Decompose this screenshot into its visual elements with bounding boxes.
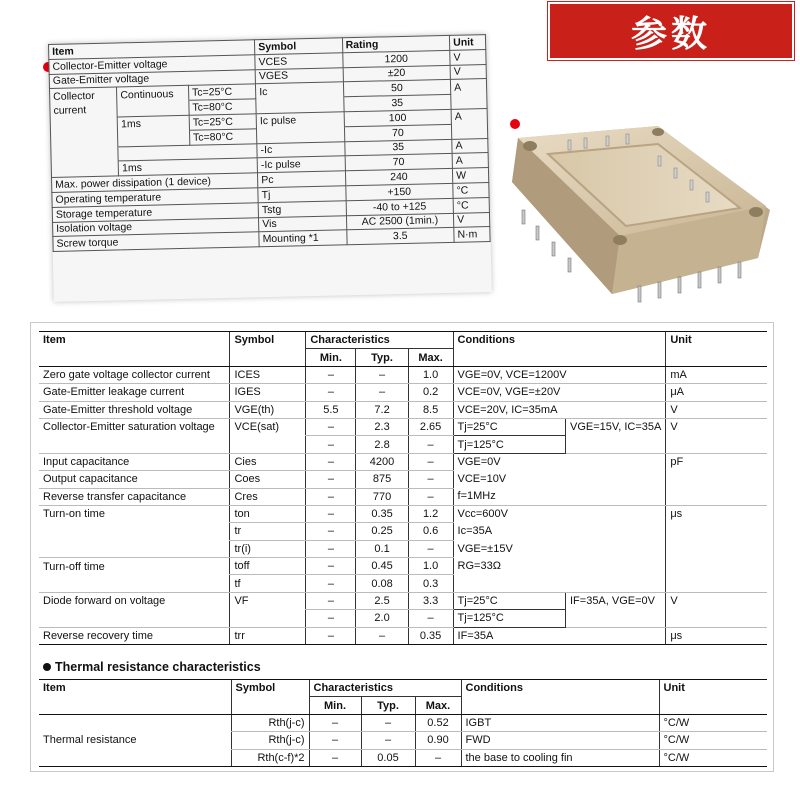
header-unit: Unit [666, 332, 767, 349]
cell: -40 to +125 [346, 198, 454, 215]
cell [666, 349, 767, 366]
cell [39, 697, 231, 714]
cell: Tj=125°C [453, 436, 565, 453]
cell: – [306, 575, 356, 592]
cell: Storage temperature [52, 203, 258, 222]
cell: Tj=25°C [453, 418, 565, 435]
cell: – [408, 453, 453, 470]
cell: the base to cooling fin [461, 749, 659, 766]
header-item: Item [49, 40, 255, 59]
cell: 2.3 [356, 418, 408, 435]
cell: Tc=25°C [188, 84, 256, 100]
cell: A [452, 138, 488, 154]
cell: ±20 [343, 65, 451, 82]
cell: VCE(sat) [230, 418, 306, 435]
cell: 0.52 [415, 714, 461, 731]
cell: Continuous [117, 86, 189, 102]
cell: 0.45 [356, 558, 408, 575]
cell: 70 [344, 124, 452, 141]
cell: -Ic [257, 141, 345, 158]
cell: – [306, 453, 356, 470]
cell: Screw torque [53, 232, 259, 251]
cell: Coes [230, 471, 306, 488]
cell: – [356, 384, 408, 401]
cell: 100 [344, 109, 452, 126]
cell [230, 349, 306, 366]
cell [666, 436, 767, 453]
cell [51, 161, 119, 177]
cell: Cies [230, 453, 306, 470]
cell: Tc=80°C [189, 99, 257, 115]
header-conditions: Conditions [461, 680, 659, 697]
cell [39, 349, 230, 366]
cell [452, 123, 488, 139]
cell [566, 436, 666, 453]
igbt-module-icon [508, 118, 778, 314]
banner-title: 参数 [630, 13, 711, 55]
table-row [39, 592, 767, 609]
cell [666, 540, 767, 557]
cell: Ic pulse [256, 112, 344, 129]
cell: tr(i) [230, 540, 306, 557]
cell: VGES [255, 67, 343, 84]
cell: IGES [230, 384, 306, 401]
cell: IGBT [461, 714, 659, 731]
cell: N·m [454, 227, 490, 243]
cell: – [408, 436, 453, 453]
cell: – [306, 366, 356, 383]
electrical-characteristics-sheet [30, 322, 774, 772]
cell [51, 132, 119, 148]
cell: – [408, 471, 453, 488]
cell: Mounting *1 [259, 230, 347, 247]
cell: °C [453, 197, 489, 213]
table-row [39, 505, 767, 522]
cell: Gate-Emitter threshold voltage [39, 401, 230, 418]
cell: FWD [461, 732, 659, 749]
cell: 0.2 [408, 384, 453, 401]
cell: ton [230, 505, 306, 522]
header-min: Min. [306, 349, 356, 366]
cell: W [453, 168, 489, 184]
cell: 2.5 [356, 592, 408, 609]
cell [666, 575, 767, 592]
cell: tf [230, 575, 306, 592]
table-row [39, 366, 767, 383]
cell: – [306, 610, 356, 627]
header-symbol: Symbol [255, 38, 343, 55]
cell [231, 697, 309, 714]
cell: 1.0 [408, 366, 453, 383]
cell [230, 436, 306, 453]
cell: 7.2 [356, 401, 408, 418]
cell: 1ms [117, 115, 189, 131]
cell: 3.5 [346, 228, 454, 245]
table-row [39, 401, 767, 418]
cell: Vis [259, 215, 347, 232]
cell: -Ic pulse [257, 156, 345, 173]
cell: f=1MHz [453, 488, 666, 505]
table-row [39, 349, 767, 366]
cell: Cres [230, 488, 306, 505]
cell: – [361, 732, 415, 749]
cell: VGE=0V, VCE=1200V [453, 366, 666, 383]
cell: A [451, 109, 487, 125]
cell: toff [230, 558, 306, 575]
cell [51, 147, 119, 163]
table-row [39, 610, 767, 627]
cell: Diode forward on voltage [43, 595, 166, 608]
table-row [39, 523, 767, 540]
cell: V [450, 49, 486, 65]
cell: VCE=20V, IC=35mA [453, 401, 666, 418]
max-ratings-photo [48, 34, 492, 302]
cell: Tc=80°C [189, 129, 257, 145]
cell: Operating temperature [52, 188, 258, 207]
cell: – [408, 540, 453, 557]
cell: Collector-Emitter voltage [49, 55, 255, 74]
cell: Ic=35A [453, 523, 666, 540]
cell: Turn-on time [43, 508, 105, 521]
cell: 0.08 [356, 575, 408, 592]
cell: V [450, 64, 486, 80]
header-characteristics: Characteristics [306, 332, 453, 349]
cell: 0.6 [408, 523, 453, 540]
cell: Tc=25°C [189, 114, 257, 130]
cell [666, 610, 767, 627]
cell: Reverse recovery time [39, 627, 230, 644]
cell [566, 610, 666, 627]
cell: VCE=10V [453, 471, 666, 488]
cell: V [666, 401, 767, 418]
cell: VGE(th) [230, 401, 306, 418]
cell [451, 94, 487, 110]
cell: VCE=0V, VGE=±20V [453, 384, 666, 401]
cell: Tj [258, 186, 346, 203]
cell: +150 [345, 183, 453, 200]
cell: – [306, 418, 356, 435]
header-min: Min. [309, 697, 361, 714]
table-row [39, 488, 767, 505]
cell: 1200 [342, 50, 450, 67]
cell: 1ms [118, 158, 257, 176]
header-item: Item [39, 332, 230, 349]
cell: 4200 [356, 453, 408, 470]
header-typ: Typ. [356, 349, 408, 366]
cell: 2.65 [408, 418, 453, 435]
cell: – [306, 488, 356, 505]
header-symbol: Symbol [230, 332, 306, 349]
cell: Pc [258, 171, 346, 188]
cell: 2.8 [356, 436, 408, 453]
cell: °C/W [659, 749, 767, 766]
header-unit: Unit [659, 680, 767, 697]
cell: Ic [256, 82, 344, 99]
table-row [39, 680, 767, 697]
cell: 0.25 [356, 523, 408, 540]
cell: Tj=125°C [453, 610, 565, 627]
cell: Output capacitance [39, 471, 230, 488]
cell: V [666, 418, 767, 435]
cell: Collector [50, 87, 118, 103]
header-unit: Unit [450, 35, 486, 51]
cell [39, 523, 230, 540]
cell [453, 575, 666, 592]
cell: V [666, 592, 767, 609]
cell: VCES [255, 53, 343, 70]
cell: 0.35 [408, 627, 453, 644]
header-item: Item [39, 680, 231, 697]
cell: μs [666, 627, 767, 644]
cell: μs [666, 505, 767, 522]
cell: pF [666, 453, 767, 470]
cell: Reverse transfer capacitance [39, 488, 230, 505]
cell: 770 [356, 488, 408, 505]
cell: – [306, 540, 356, 557]
cell [230, 610, 306, 627]
table-row [39, 558, 767, 575]
cell: mA [666, 366, 767, 383]
cell: – [306, 505, 356, 522]
cell: Rth(j-c) [231, 732, 309, 749]
cell: trr [230, 627, 306, 644]
cell: 2.0 [356, 610, 408, 627]
cell: 0.05 [361, 749, 415, 766]
cell: A [452, 153, 488, 169]
cell: IF=35A [453, 627, 666, 644]
header-typ: Typ. [361, 697, 415, 714]
table-row [39, 384, 767, 401]
cell: Max. power dissipation (1 device) [52, 173, 258, 192]
cell [666, 488, 767, 505]
cell: IF=35A, VGE=0V [570, 595, 655, 608]
cell: 240 [345, 169, 453, 186]
cell [659, 697, 767, 714]
cell: °C/W [659, 732, 767, 749]
cell: VF [230, 592, 306, 609]
cell: AC 2500 (1min.) [346, 213, 454, 230]
cell: Tstg [258, 201, 346, 218]
thermal-section-title [43, 660, 261, 674]
cell: 3.3 [408, 592, 453, 609]
electrical-characteristics-table [39, 331, 767, 645]
cell: ICES [230, 366, 306, 383]
cell: – [309, 749, 361, 766]
cell: VGE=±15V [453, 540, 666, 557]
cell: Tj=25°C [453, 592, 565, 609]
cell: Gate-Emitter voltage [49, 69, 255, 88]
cell: Collector-Emitter saturation voltage [43, 421, 215, 434]
cell: 35 [344, 139, 452, 156]
title-banner [548, 2, 794, 60]
cell: 0.35 [356, 505, 408, 522]
cell [39, 575, 230, 592]
cell [39, 436, 230, 453]
cell: Gate-Emitter leakage current [39, 384, 230, 401]
cell: 70 [345, 154, 453, 171]
cell: – [356, 627, 408, 644]
cell: 1.2 [408, 505, 453, 522]
header-characteristics: Characteristics [309, 680, 461, 697]
header-max: Max. [415, 697, 461, 714]
cell: – [356, 366, 408, 383]
table-row [39, 418, 767, 435]
table-row [39, 575, 767, 592]
header-rating: Rating [342, 35, 450, 52]
thermal-resistance-table [39, 679, 767, 767]
cell: 35 [343, 95, 451, 112]
cell: Rth(c-f)*2 [231, 749, 309, 766]
max-ratings-table [48, 34, 491, 252]
cell: 8.5 [408, 401, 453, 418]
cell [461, 697, 659, 714]
cell: – [415, 749, 461, 766]
cell: Input capacitance [39, 453, 230, 470]
cell: μA [666, 384, 767, 401]
cell: – [306, 627, 356, 644]
table-row [39, 436, 767, 453]
cell: °C [453, 183, 489, 199]
cell: – [408, 610, 453, 627]
cell: RG=33Ω [453, 558, 666, 575]
cell: – [306, 436, 356, 453]
table-row [39, 453, 767, 470]
cell: 0.1 [356, 540, 408, 557]
cell: °C/W [659, 714, 767, 731]
cell [453, 349, 666, 366]
cell [666, 523, 767, 540]
cell: Thermal resistance [39, 714, 231, 766]
cell: Isolation voltage [53, 217, 259, 236]
table-row [39, 697, 767, 714]
cell: 5.5 [306, 401, 356, 418]
table-row [39, 714, 767, 731]
cell: V [454, 212, 490, 228]
cell: 1.0 [408, 558, 453, 575]
cell [666, 471, 767, 488]
cell: – [361, 714, 415, 731]
cell: – [309, 714, 361, 731]
cell [50, 117, 118, 133]
cell: A [451, 79, 487, 95]
cell: 0.3 [408, 575, 453, 592]
cell: – [309, 732, 361, 749]
header-conditions: Conditions [453, 332, 666, 349]
cell: VGE=0V [453, 453, 666, 470]
cell: current [50, 102, 118, 118]
cell: – [306, 523, 356, 540]
cell [118, 130, 190, 146]
cell: VGE=15V, IC=35A [570, 421, 662, 434]
table-row [39, 540, 767, 557]
cell: – [306, 384, 356, 401]
cell: – [306, 558, 356, 575]
table-row [39, 627, 767, 644]
cell: 50 [343, 80, 451, 97]
cell: 0.90 [415, 732, 461, 749]
igbt-module-image [508, 118, 778, 314]
cell [39, 540, 230, 557]
header-max: Max. [408, 349, 453, 366]
cell: – [306, 592, 356, 609]
cell: tr [230, 523, 306, 540]
cell: – [306, 471, 356, 488]
table-row [39, 332, 767, 349]
cell [39, 610, 230, 627]
header-symbol: Symbol [231, 680, 309, 697]
cell: Turn-off time [43, 560, 105, 573]
thermal-title-text: Thermal resistance characteristics [55, 660, 261, 674]
cell: – [408, 488, 453, 505]
bullet-icon [43, 663, 51, 671]
cell: 875 [356, 471, 408, 488]
cell [117, 101, 189, 117]
table-row [39, 471, 767, 488]
cell: Rth(j-c) [231, 714, 309, 731]
cell [666, 558, 767, 575]
cell: Zero gate voltage collector current [39, 366, 230, 383]
cell: Vcc=600V [453, 505, 666, 522]
